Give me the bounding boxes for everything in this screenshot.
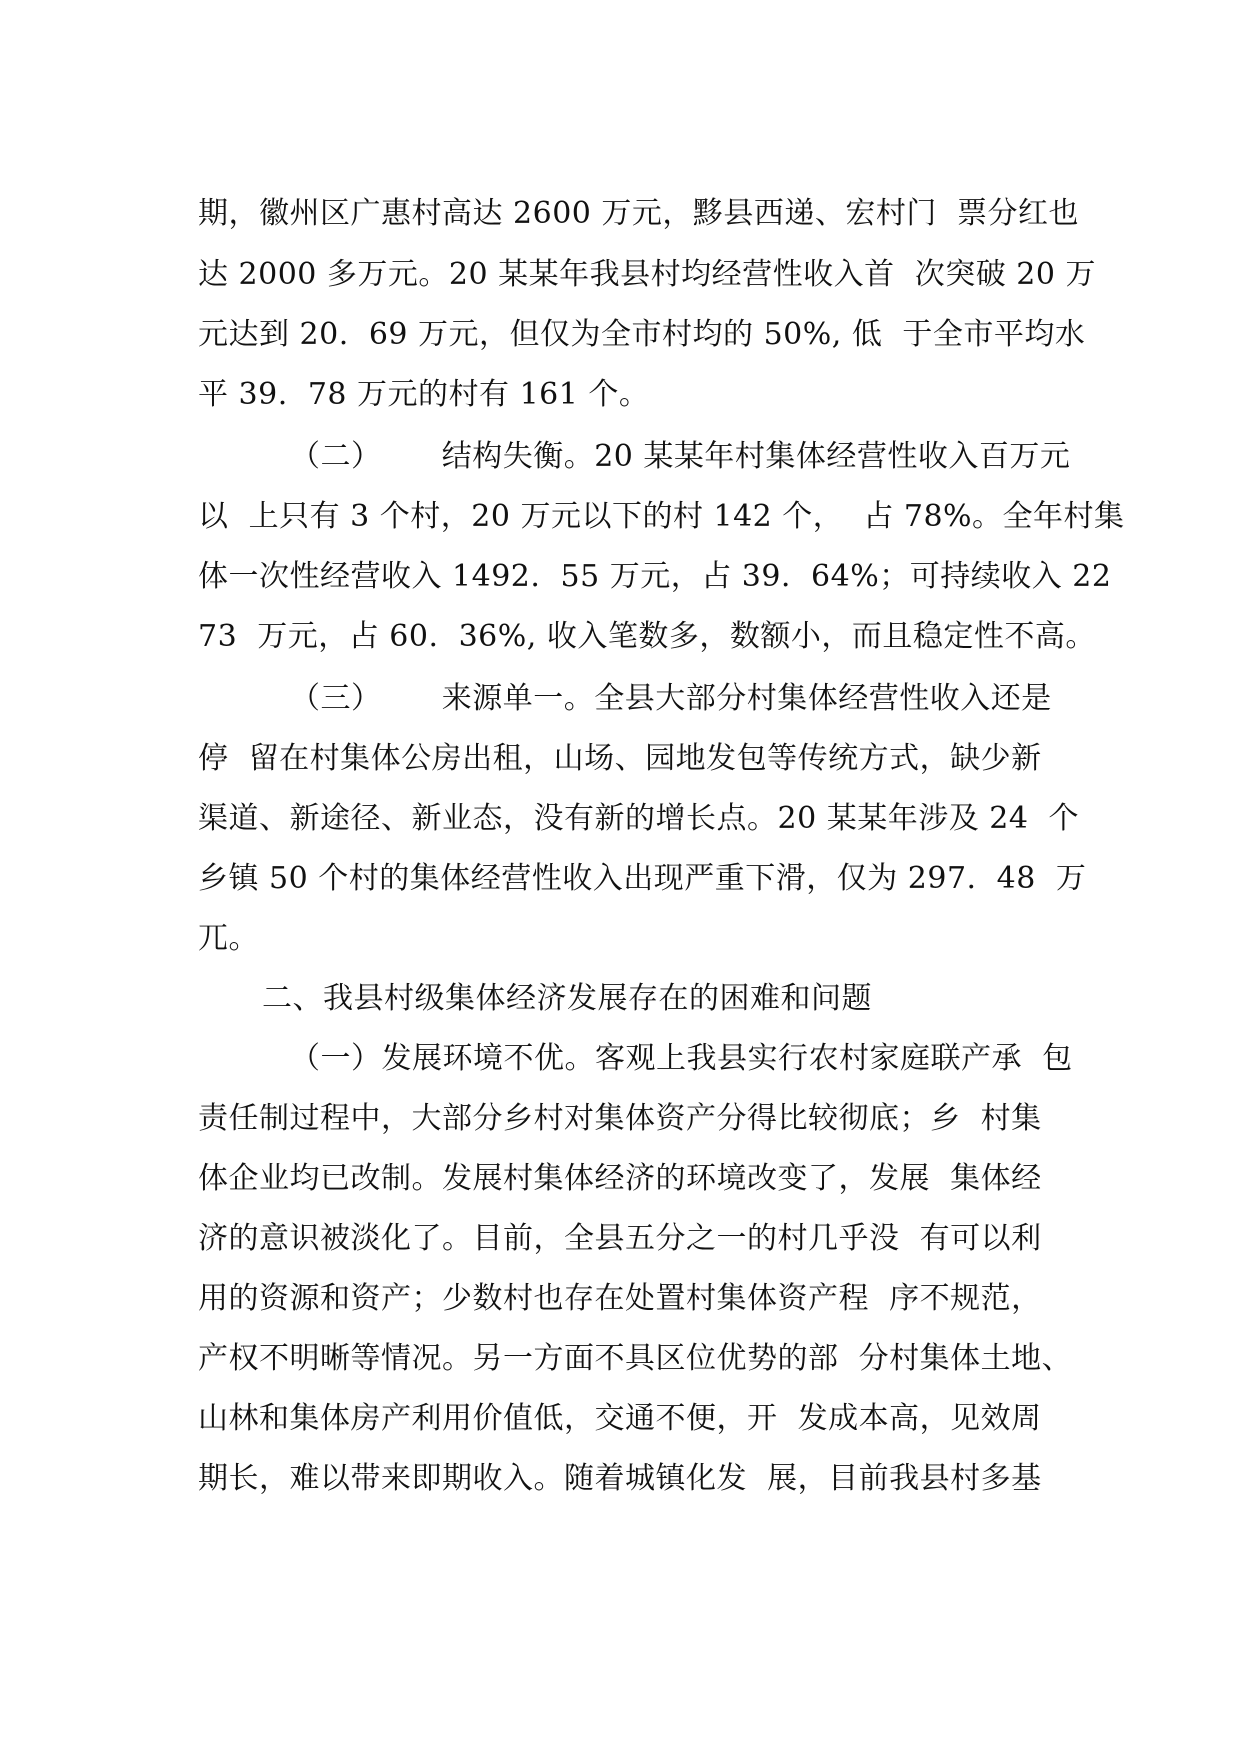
body-text-line: 期，徽州区广惠村高达 2600 万元，黟县西递、宏村门 票分红也 xyxy=(198,196,1079,231)
body-text-line: 体企业均已改制。发展村集体经济的环境改变了，发展 集体经 xyxy=(198,1161,1042,1196)
body-text-line: 以 上只有 3 个村，20 万元以下的村 142 个， 占 78%。全年村集 xyxy=(198,499,1125,534)
body-text-line: 体一次性经营收入 1492. 55 万元，占 39. 64%；可持续收入 22 xyxy=(198,559,1112,594)
section-heading-3: （三） 来源单一。全县大部分村集体经营性收入还是 xyxy=(290,681,1052,716)
body-text-line: 元达到 20. 69 万元，但仅为全市村均的 50%, 低 于全市平均水 xyxy=(198,317,1086,352)
body-text-line: 乡镇 50 个村的集体经营性收入出现严重下滑，仅为 297. 48 万 xyxy=(198,861,1087,896)
section-heading-2: （二） 结构失衡。20 某某年村集体经营性收入百万元 xyxy=(290,439,1071,474)
body-text-line: 兀。 xyxy=(198,921,259,956)
body-text-line: 山林和集体房产利用价值低，交通不便，开 发成本高，见效周 xyxy=(198,1401,1042,1436)
chapter-heading: 二、我县村级集体经济发展存在的困难和问题 xyxy=(262,981,872,1016)
body-text-line: 济的意识被淡化了。目前，全县五分之一的村几乎没 有可以利 xyxy=(198,1221,1042,1256)
body-text-line: 产权不明晰等情况。另一方面不具区位优势的部 分村集体土地、 xyxy=(198,1341,1073,1376)
body-text-line: 停 留在村集体公房出租，山场、园地发包等传统方式，缺少新 xyxy=(198,741,1042,776)
body-text-line: 期长，难以带来即期收入。随着城镇化发 展，目前我县村多基 xyxy=(198,1461,1042,1496)
section-heading-1: （一）发展环境不优。客观上我县实行农村家庭联产承 包 xyxy=(290,1041,1073,1076)
body-text-line: 平 39. 78 万元的村有 161 个。 xyxy=(198,377,650,412)
body-text-line: 73 万元，占 60. 36%, 收入笔数多，数额小，而且稳定性不高。 xyxy=(198,619,1096,654)
body-text-line: 责任制过程中，大部分乡村对集体资产分得比较彻底；乡 村集 xyxy=(198,1101,1042,1136)
body-text-line: 渠道、新途径、新业态，没有新的增长点。20 某某年涉及 24 个 xyxy=(198,801,1079,836)
body-text-line: 达 2000 多万元。20 某某年我县村均经营性收入首 次突破 20 万 xyxy=(198,257,1096,292)
body-text-line: 用的资源和资产；少数村也存在处置村集体资产程 序不规范， xyxy=(198,1281,1042,1316)
